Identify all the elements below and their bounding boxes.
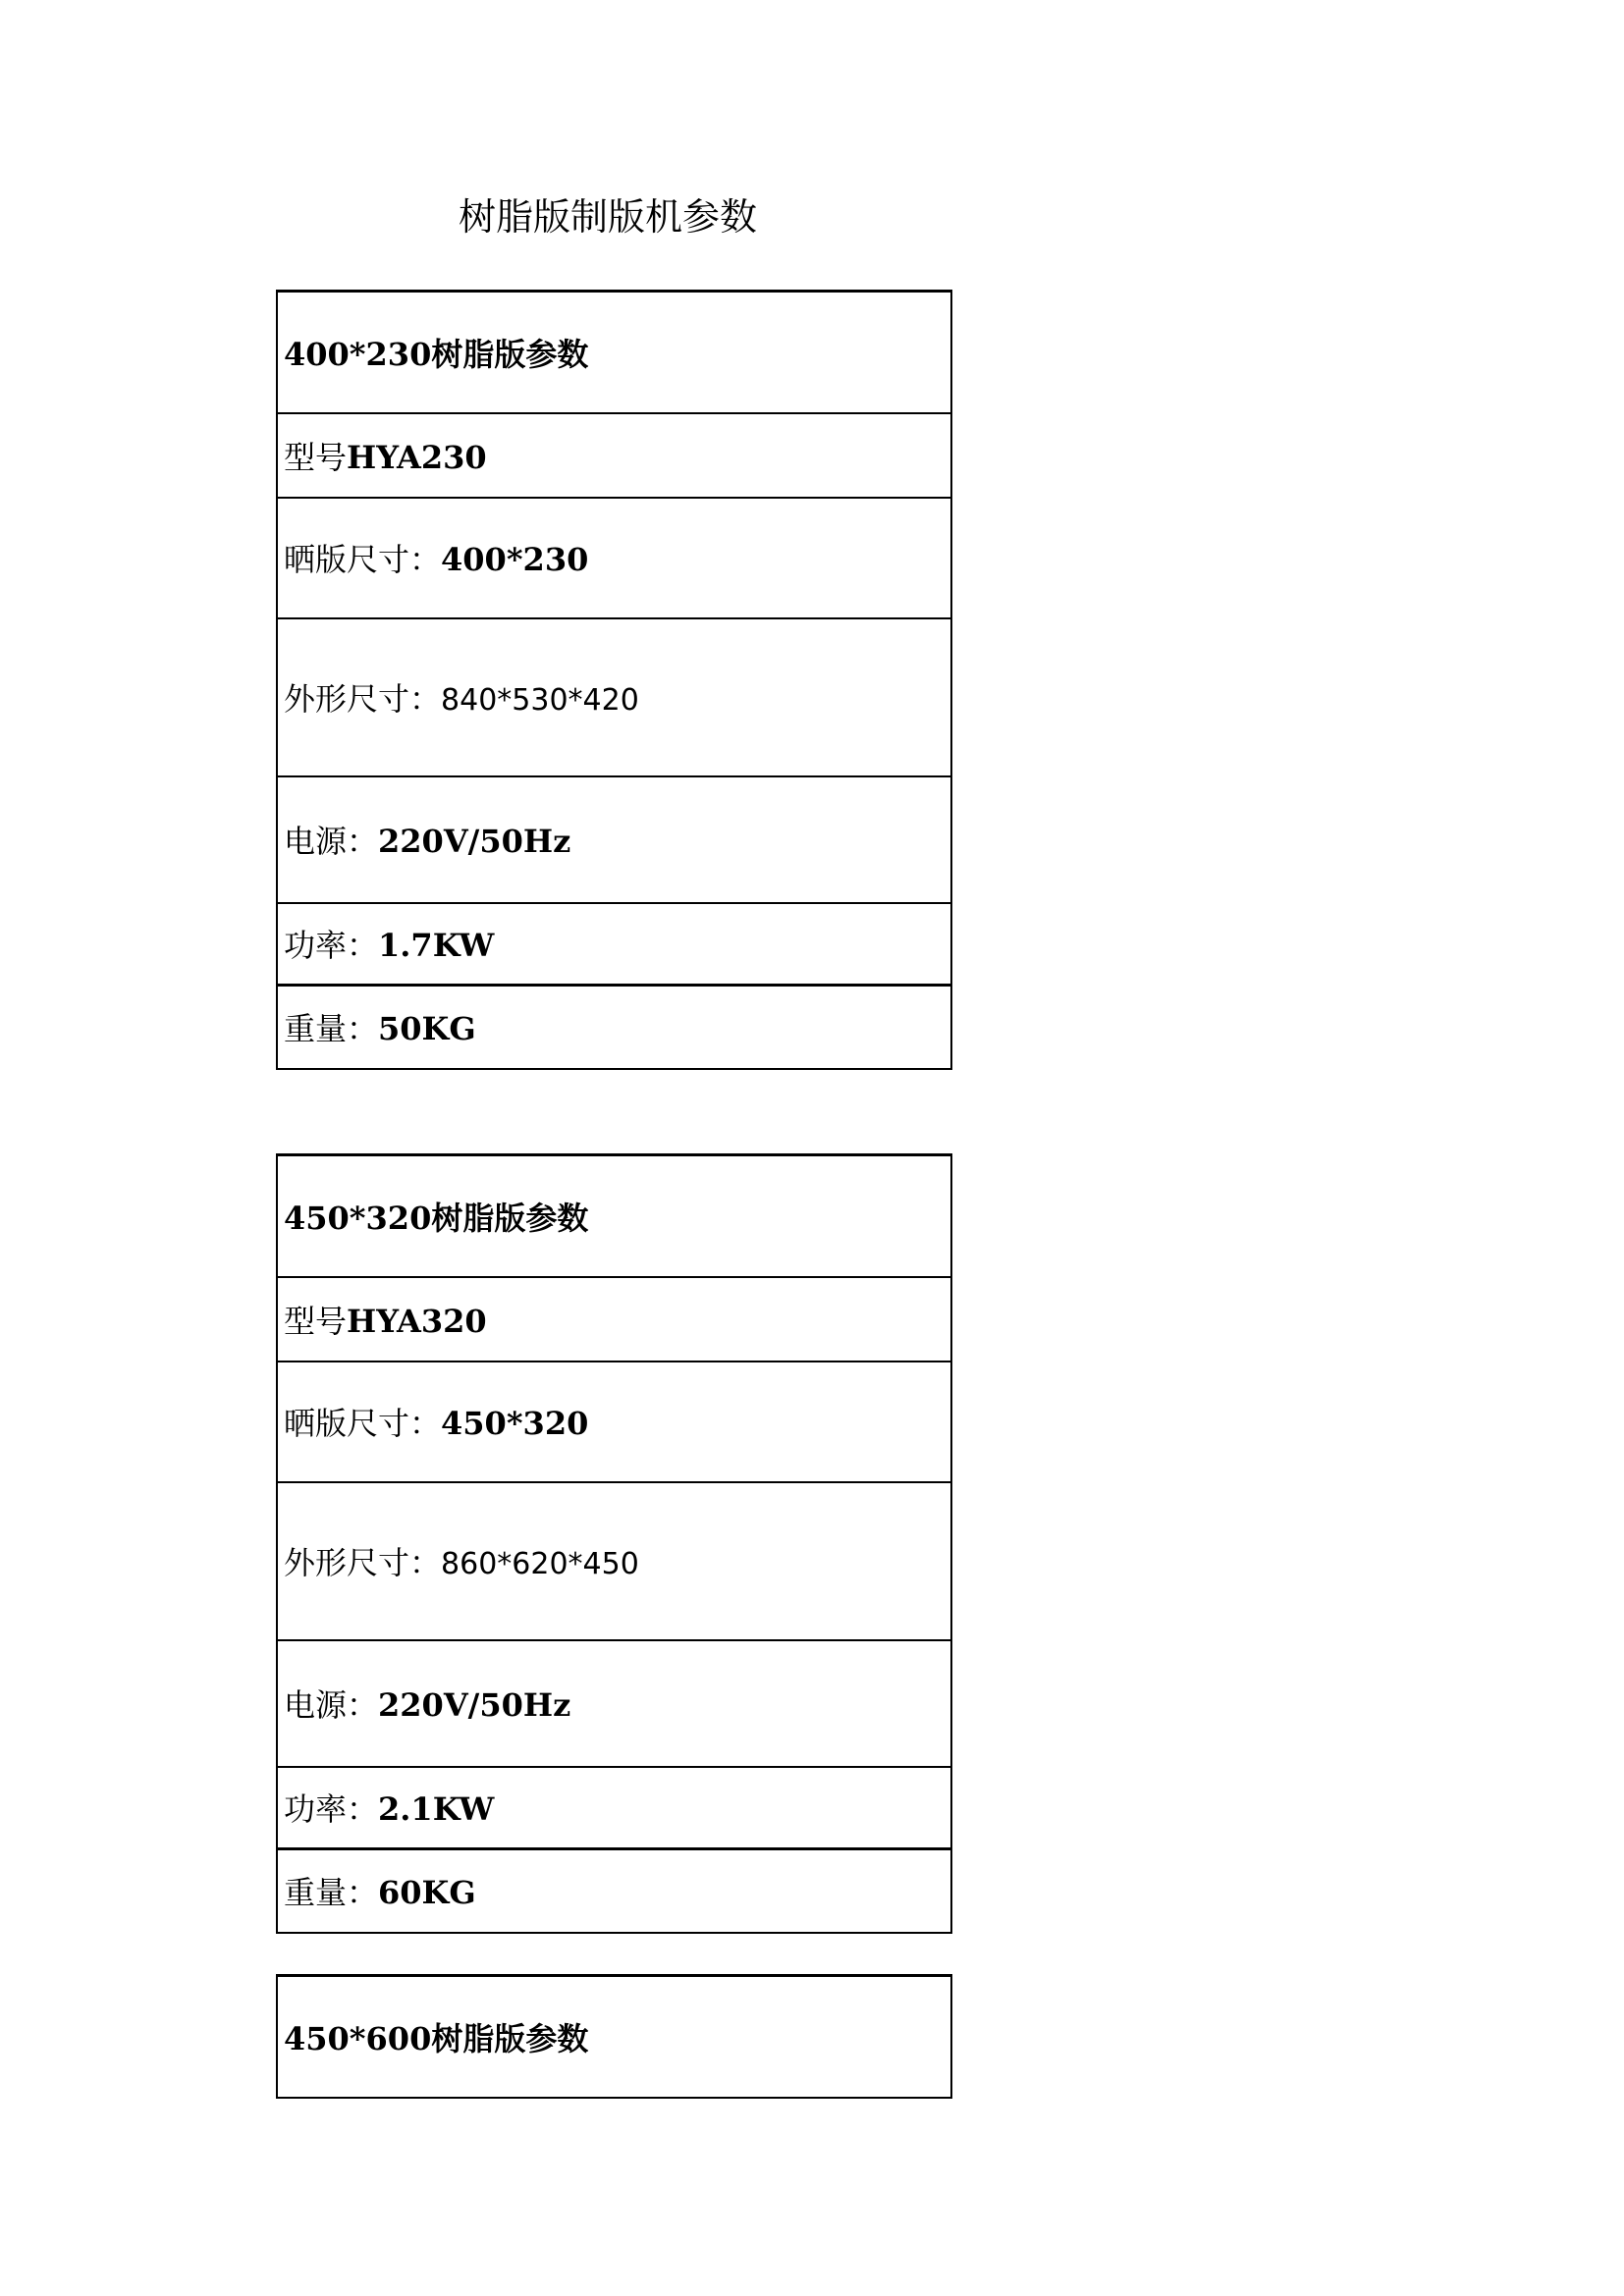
model-label: 型号 (284, 438, 348, 476)
spec-table-400x230 (276, 290, 952, 1070)
model-label: 型号 (284, 1302, 348, 1340)
power-label: 功率： (284, 927, 379, 965)
plate-size-value: 450*320 (441, 1405, 589, 1442)
power-supply-value: 220V/50Hz (378, 823, 571, 860)
table-row (277, 498, 951, 618)
outer-size-value: 860*620*450 (441, 1547, 639, 1581)
outer-size-cell (277, 618, 951, 776)
power-cell (277, 1767, 951, 1849)
table-row (277, 618, 951, 776)
weight-cell (277, 1849, 951, 1933)
table-row (277, 413, 951, 498)
weight-cell (277, 986, 951, 1069)
weight-value: 50KG (378, 1010, 476, 1048)
power-supply-label: 电源： (284, 823, 379, 860)
power-supply-cell (277, 776, 951, 903)
power-supply-label: 电源： (284, 1686, 379, 1724)
table-header-text: 450*600树脂版参数 (284, 2019, 589, 2057)
plate-size-cell (277, 498, 951, 618)
power-cell (277, 903, 951, 986)
table-header-cell (277, 1976, 951, 2098)
power-supply-value: 220V/50Hz (378, 1686, 571, 1724)
model-value: HYA320 (347, 1302, 487, 1340)
table-header-cell (277, 292, 951, 413)
table-row (277, 903, 951, 986)
table-header-text: 400*230树脂版参数 (284, 335, 589, 373)
plate-size-cell (277, 1362, 951, 1482)
outer-size-cell (277, 1482, 951, 1640)
page-title: 树脂版制版机参数 (459, 195, 758, 239)
table-row (277, 1767, 951, 1849)
table-row (277, 986, 951, 1069)
power-value: 1.7KW (378, 927, 495, 965)
model-cell (277, 413, 951, 498)
power-value: 2.1KW (378, 1790, 495, 1829)
power-label: 功率： (284, 1790, 379, 1829)
weight-value: 60KG (378, 1874, 476, 1912)
table-row (277, 1640, 951, 1767)
weight-label: 重量： (284, 1874, 379, 1912)
table-header-text: 450*320树脂版参数 (284, 1199, 589, 1237)
table-row (277, 1976, 951, 2098)
table-row (277, 1849, 951, 1933)
spec-table-450x600 (276, 1974, 952, 2099)
plate-size-value: 400*230 (441, 541, 589, 578)
spec-table-450x320 (276, 1153, 952, 1934)
plate-size-label: 晒版尺寸： (284, 1405, 442, 1442)
outer-size-value: 840*530*420 (441, 683, 639, 718)
table-row (277, 292, 951, 413)
outer-size-label: 外形尺寸： (284, 1544, 442, 1581)
outer-size-label: 外形尺寸： (284, 680, 442, 718)
table-row (277, 776, 951, 903)
plate-size-label: 晒版尺寸： (284, 541, 442, 578)
table-row (277, 1482, 951, 1640)
table-row (277, 1362, 951, 1482)
table-row (277, 1155, 951, 1277)
table-header-cell (277, 1155, 951, 1277)
power-supply-cell (277, 1640, 951, 1767)
model-cell (277, 1277, 951, 1362)
weight-label: 重量： (284, 1010, 379, 1048)
model-value: HYA230 (347, 438, 487, 476)
table-row (277, 1277, 951, 1362)
